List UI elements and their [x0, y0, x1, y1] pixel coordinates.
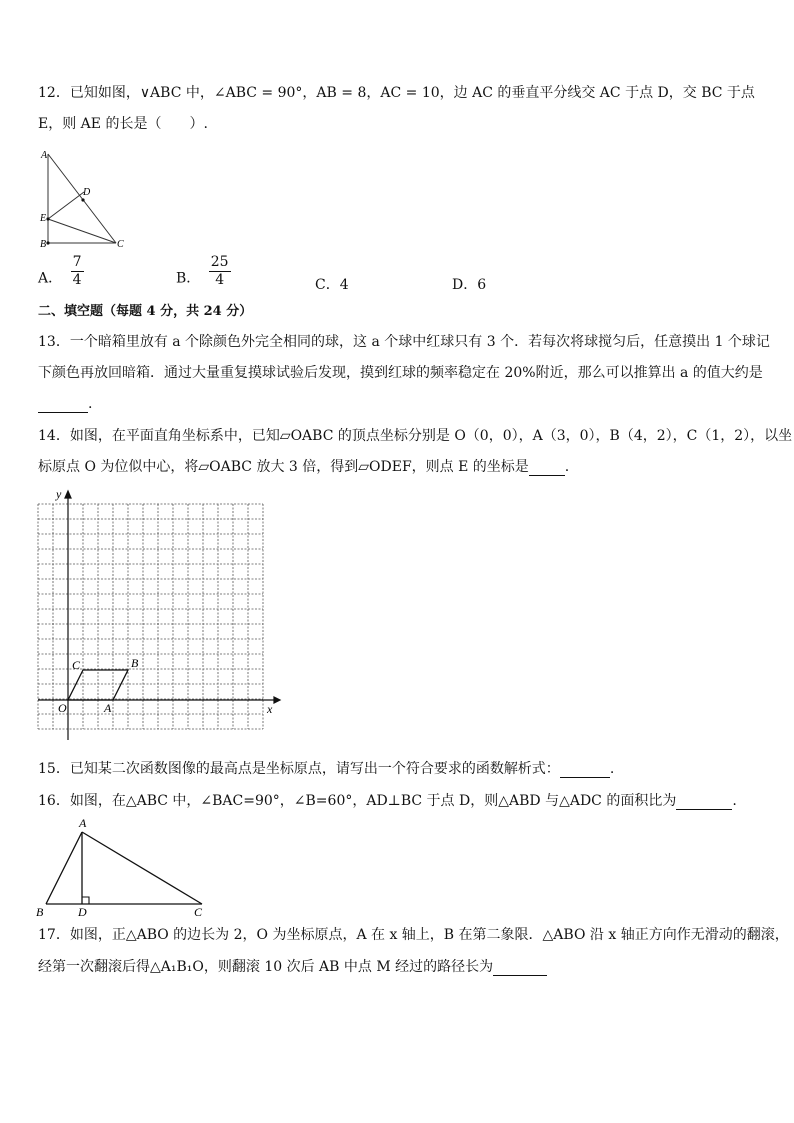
q12-option-c[interactable]: C．4: [315, 277, 349, 293]
q12-point-d: [81, 198, 84, 201]
q16-label-c: C: [194, 905, 203, 918]
q14-period: .: [564, 459, 570, 475]
q12-option-a-numerator: 7: [72, 254, 82, 270]
q12-line2: E，则 AE 的长是（ ）.: [38, 116, 208, 132]
q14-label-y: y: [56, 487, 62, 501]
q12-label-b: B: [40, 239, 47, 250]
q12-option-b-letter: B．: [176, 270, 201, 287]
q16-segment-ab: [46, 832, 82, 904]
q17-line2-text: 经第一次翻滚后得△A₁B₁O，则翻滚 10 次后 AB 中点 M 经过的路径长为: [38, 959, 494, 975]
q12-segment-ac: [48, 154, 116, 243]
q14-axes: [38, 491, 280, 740]
q12-label-a: A: [41, 150, 48, 161]
q16-segment-ac: [82, 832, 202, 904]
q14-label-o: O: [58, 701, 67, 715]
q12-option-b-denominator: 4: [215, 272, 225, 288]
q13-answer-blank[interactable]: [38, 398, 88, 413]
q12-segment-ed-extended: [48, 192, 84, 219]
q17-line2: [38, 958, 547, 976]
q14-line2: [38, 458, 569, 476]
q14-answer-blank[interactable]: [529, 461, 565, 476]
q12-option-a-fraction: [71, 254, 84, 289]
q12-point-b: [46, 241, 49, 244]
q12-line1: 12．已知如图，∨ABC 中，∠ABC = 90°，AB = 8，AC = 10，边 AC 的垂直平分线交 AC 于点 D，交 BC 于点: [38, 85, 755, 101]
q12-option-d[interactable]: D．6: [452, 277, 487, 293]
q12-label-d: D: [83, 187, 91, 198]
q12-option-b[interactable]: [176, 254, 231, 289]
q12-option-b-fraction: [209, 254, 231, 289]
q16-label-b: B: [36, 905, 44, 918]
q13-period: .: [88, 396, 93, 412]
q16-label-d: D: [78, 905, 87, 918]
q15-answer-blank[interactable]: [560, 763, 610, 778]
q12-figure: [36, 146, 136, 254]
q12-option-a[interactable]: [38, 254, 84, 289]
q15-text: 15．已知某二次函数图像的最高点是坐标原点，请写出一个符合要求的函数解析式：: [38, 761, 560, 777]
q14-y-arrow: [65, 491, 71, 498]
q16-triangle-figure: [34, 812, 214, 918]
q16-line: [38, 792, 737, 810]
q12-option-b-numerator: 25: [210, 254, 229, 270]
q14-line2-text: 标原点 O 为位似中心，将▱OABC 放大 3 倍，得到▱ODEF，则点 E 的坐标是: [38, 459, 529, 475]
q13-line3: [38, 395, 92, 413]
q17-line1: 17．如图，正△ABO 的边长为 2，O 为坐标原点，A 在 x 轴上，B 在第二象限．△ABO 沿 x 轴正方向作无滑动的翻滚，: [38, 927, 789, 943]
q14-grid-figure: [34, 486, 284, 744]
q16-text: 16．如图，在△ABC 中，∠BAC=90°，∠B=60°，AD⊥BC 于点 D，则△ABD 与△ADC 的面积比为: [38, 793, 677, 809]
q12-option-a-denominator: 4: [72, 272, 82, 288]
section-fill-in-header: 二、填空题（每题 4 分，共 24 分）: [38, 304, 253, 319]
q16-right-angle-mark: [82, 897, 89, 904]
q12-point-e: [46, 217, 49, 220]
q14-grid: [38, 504, 263, 729]
q12-label-e: E: [40, 213, 47, 224]
q15-period: .: [609, 761, 615, 777]
q14-label-x: x: [267, 702, 273, 716]
q13-line1: 13．一个暗箱里放有 a 个除颜色外完全相同的球，这 a 个球中红球只有 3 个．若每次将球搅匀后，任意摸出 1 个球记: [38, 334, 770, 350]
q14-x-arrow: [274, 697, 280, 703]
q16-label-a: A: [79, 816, 87, 830]
q15-line: [38, 760, 614, 778]
q16-period: .: [732, 793, 737, 809]
q14-label-c: C: [72, 658, 81, 672]
q14-label-a: A: [104, 701, 112, 715]
q13-line2: 下颜色再放回暗箱．通过大量重复摸球试验后发现，摸到红球的频率稳定在 20%附近，那么可以推算出 a 的值大约是: [38, 365, 763, 381]
q17-answer-blank[interactable]: [493, 961, 547, 976]
q12-label-c: C: [117, 239, 124, 250]
q12-option-a-letter: A．: [38, 270, 63, 287]
q14-parallelogram-oabc: [68, 670, 128, 700]
q14-label-b: B: [131, 656, 139, 670]
q12-segment-ec: [48, 219, 116, 243]
q14-line1: 14．如图，在平面直角坐标系中，已知▱OABC 的顶点坐标分别是 O（0，0），A（3，0），B（4，2），C（1，2），以坐: [38, 428, 793, 444]
q16-answer-blank[interactable]: [676, 795, 732, 810]
